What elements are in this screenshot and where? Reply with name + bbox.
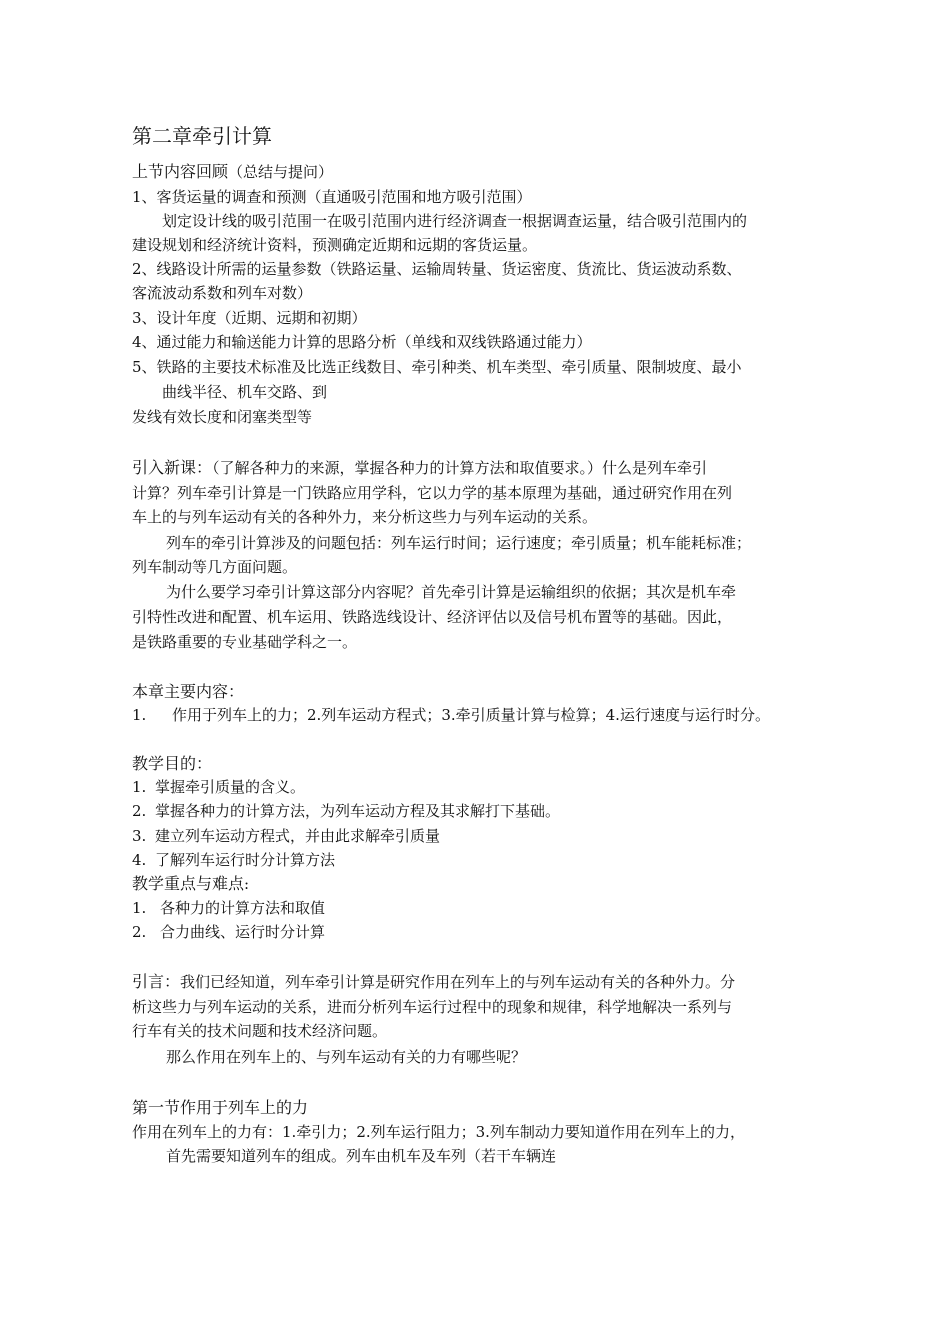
preface-first-line: [132, 972, 735, 992]
preface-line: 行车有关的技术问题和技术经济问题。: [132, 1022, 388, 1040]
intro-line: 列车制动等几方面问题。: [132, 558, 298, 576]
review-line: 曲线半径、机车交路、到: [162, 383, 328, 401]
intro-line: 列车的牵引计算涉及的问题包括：列车运行时间；运行速度；牵引质量；机车能耗标准；: [166, 534, 752, 552]
list-number: 2.: [132, 802, 147, 820]
preface-line: 我们已经知道，列车牵引计算是研究作用在列车上的与列车运动有关的各种外力。分: [180, 973, 736, 991]
key-point-text: 合力曲线、运行时分计算: [160, 923, 326, 941]
main-content-text: 作用于列车上的力；2.列车运动方程式；3.牵引质量计算与检算；4.运行速度与运行时分。: [172, 706, 770, 724]
goal-text: 了解列车运行时分计算方法: [155, 851, 336, 869]
review-line: 1、客货运量的调查和预测（直通吸引范围和地方吸引范围）: [132, 188, 532, 206]
review-line: 建设规划和经济统计资料，预测确定近期和远期的客货运量。: [132, 236, 538, 254]
preface-line: 析这些力与列车运动的关系，进而分析列车运行过程中的现象和规律，科学地解决一系列与: [132, 998, 733, 1016]
list-number: 2.: [132, 923, 147, 941]
goal-item: [132, 801, 560, 821]
key-points-heading-text: 教学重点与难点: [132, 874, 245, 893]
goal-item: [132, 777, 305, 797]
goal-item: [132, 850, 335, 870]
review-heading-text: 上节内容回顾: [132, 162, 229, 181]
goals-heading: 教学目的：: [132, 754, 213, 773]
review-heading-note: （总结与提问）: [228, 163, 334, 181]
key-point-item: [132, 898, 325, 918]
review-line: 3、设计年度（近期、远期和初期）: [132, 309, 367, 327]
intro-heading: 引入新课：: [132, 458, 213, 477]
key-points-heading: [132, 874, 249, 894]
review-heading: [132, 162, 333, 182]
section1-line: 首先需要知道列车的组成。列车由机车及车列（若干车辆连: [166, 1147, 557, 1165]
review-line: 5、铁路的主要技术标准及比选正线数目、牵引种类、机车类型、牵引质量、限制坡度、最小: [132, 358, 742, 376]
list-number: 1.: [132, 899, 147, 917]
intro-line: 计算？列车牵引计算是一门铁路应用学科，它以力学的基本原理为基础，通过研究作用在列: [132, 484, 733, 502]
main-content-heading: 本章主要内容：: [132, 682, 245, 701]
review-line: 划定设计线的吸引范围一在吸引范围内进行经济调查一根据调查运量，结合吸引范围内的: [162, 212, 748, 230]
intro-line: 车上的与列车运动有关的各种外力，来分析这些力与列车运动的关系。: [132, 508, 598, 526]
preface-line: 那么作用在列车上的、与列车运动有关的力有哪些呢？: [166, 1048, 527, 1066]
key-point-item: [132, 922, 325, 942]
intro-line: （了解各种力的来源，掌握各种力的计算方法和取值要求。）什么是列车牵引: [212, 459, 708, 477]
key-points-heading-colon: :: [244, 875, 250, 893]
list-number: 3.: [132, 827, 147, 845]
goal-text: 掌握牵引质量的含义。: [155, 778, 306, 796]
list-number: 1.: [132, 706, 147, 724]
review-line: 2、线路设计所需的运量参数（铁路运量、运输周转量、货运密度、货流比、货运波动系数、: [132, 260, 742, 278]
main-content-line: [132, 705, 770, 725]
review-line: 发线有效长度和闭塞类型等: [132, 408, 313, 426]
review-line: 客流波动系数和列车对数）: [132, 284, 313, 302]
intro-line: 为什么要学习牵引计算这部分内容呢？首先牵引计算是运输组织的依据；其次是机车牵: [166, 583, 737, 601]
review-line: 4、通过能力和输送能力计算的思路分析（单线和双线铁路通过能力）: [132, 333, 592, 351]
preface-heading: 引言：: [132, 972, 181, 991]
chapter-title: 第二章牵引计算: [132, 124, 272, 148]
goal-item: [132, 826, 440, 846]
section1-heading: 第一节作用于列车上的力: [132, 1098, 309, 1117]
intro-line: 是铁路重要的专业基础学科之一。: [132, 633, 358, 651]
key-point-text: 各种力的计算方法和取值: [160, 899, 326, 917]
section1-line: 作用在列车上的力有：1.牵引力；2.列车运行阻力；3.列车制动力要知道作用在列车上的力，: [132, 1123, 745, 1141]
list-number: 1.: [132, 778, 147, 796]
goal-text: 建立列车运动方程式，并由此求解牵引质量: [155, 827, 441, 845]
list-number: 4.: [132, 851, 147, 869]
goal-text: 掌握各种力的计算方法，为列车运动方程及其求解打下基础。: [155, 802, 561, 820]
intro-line: 引特性改进和配置、机车运用、铁路选线设计、经济评估以及信号机布置等的基础。因此，: [132, 608, 733, 626]
intro-first-line: [132, 458, 707, 478]
